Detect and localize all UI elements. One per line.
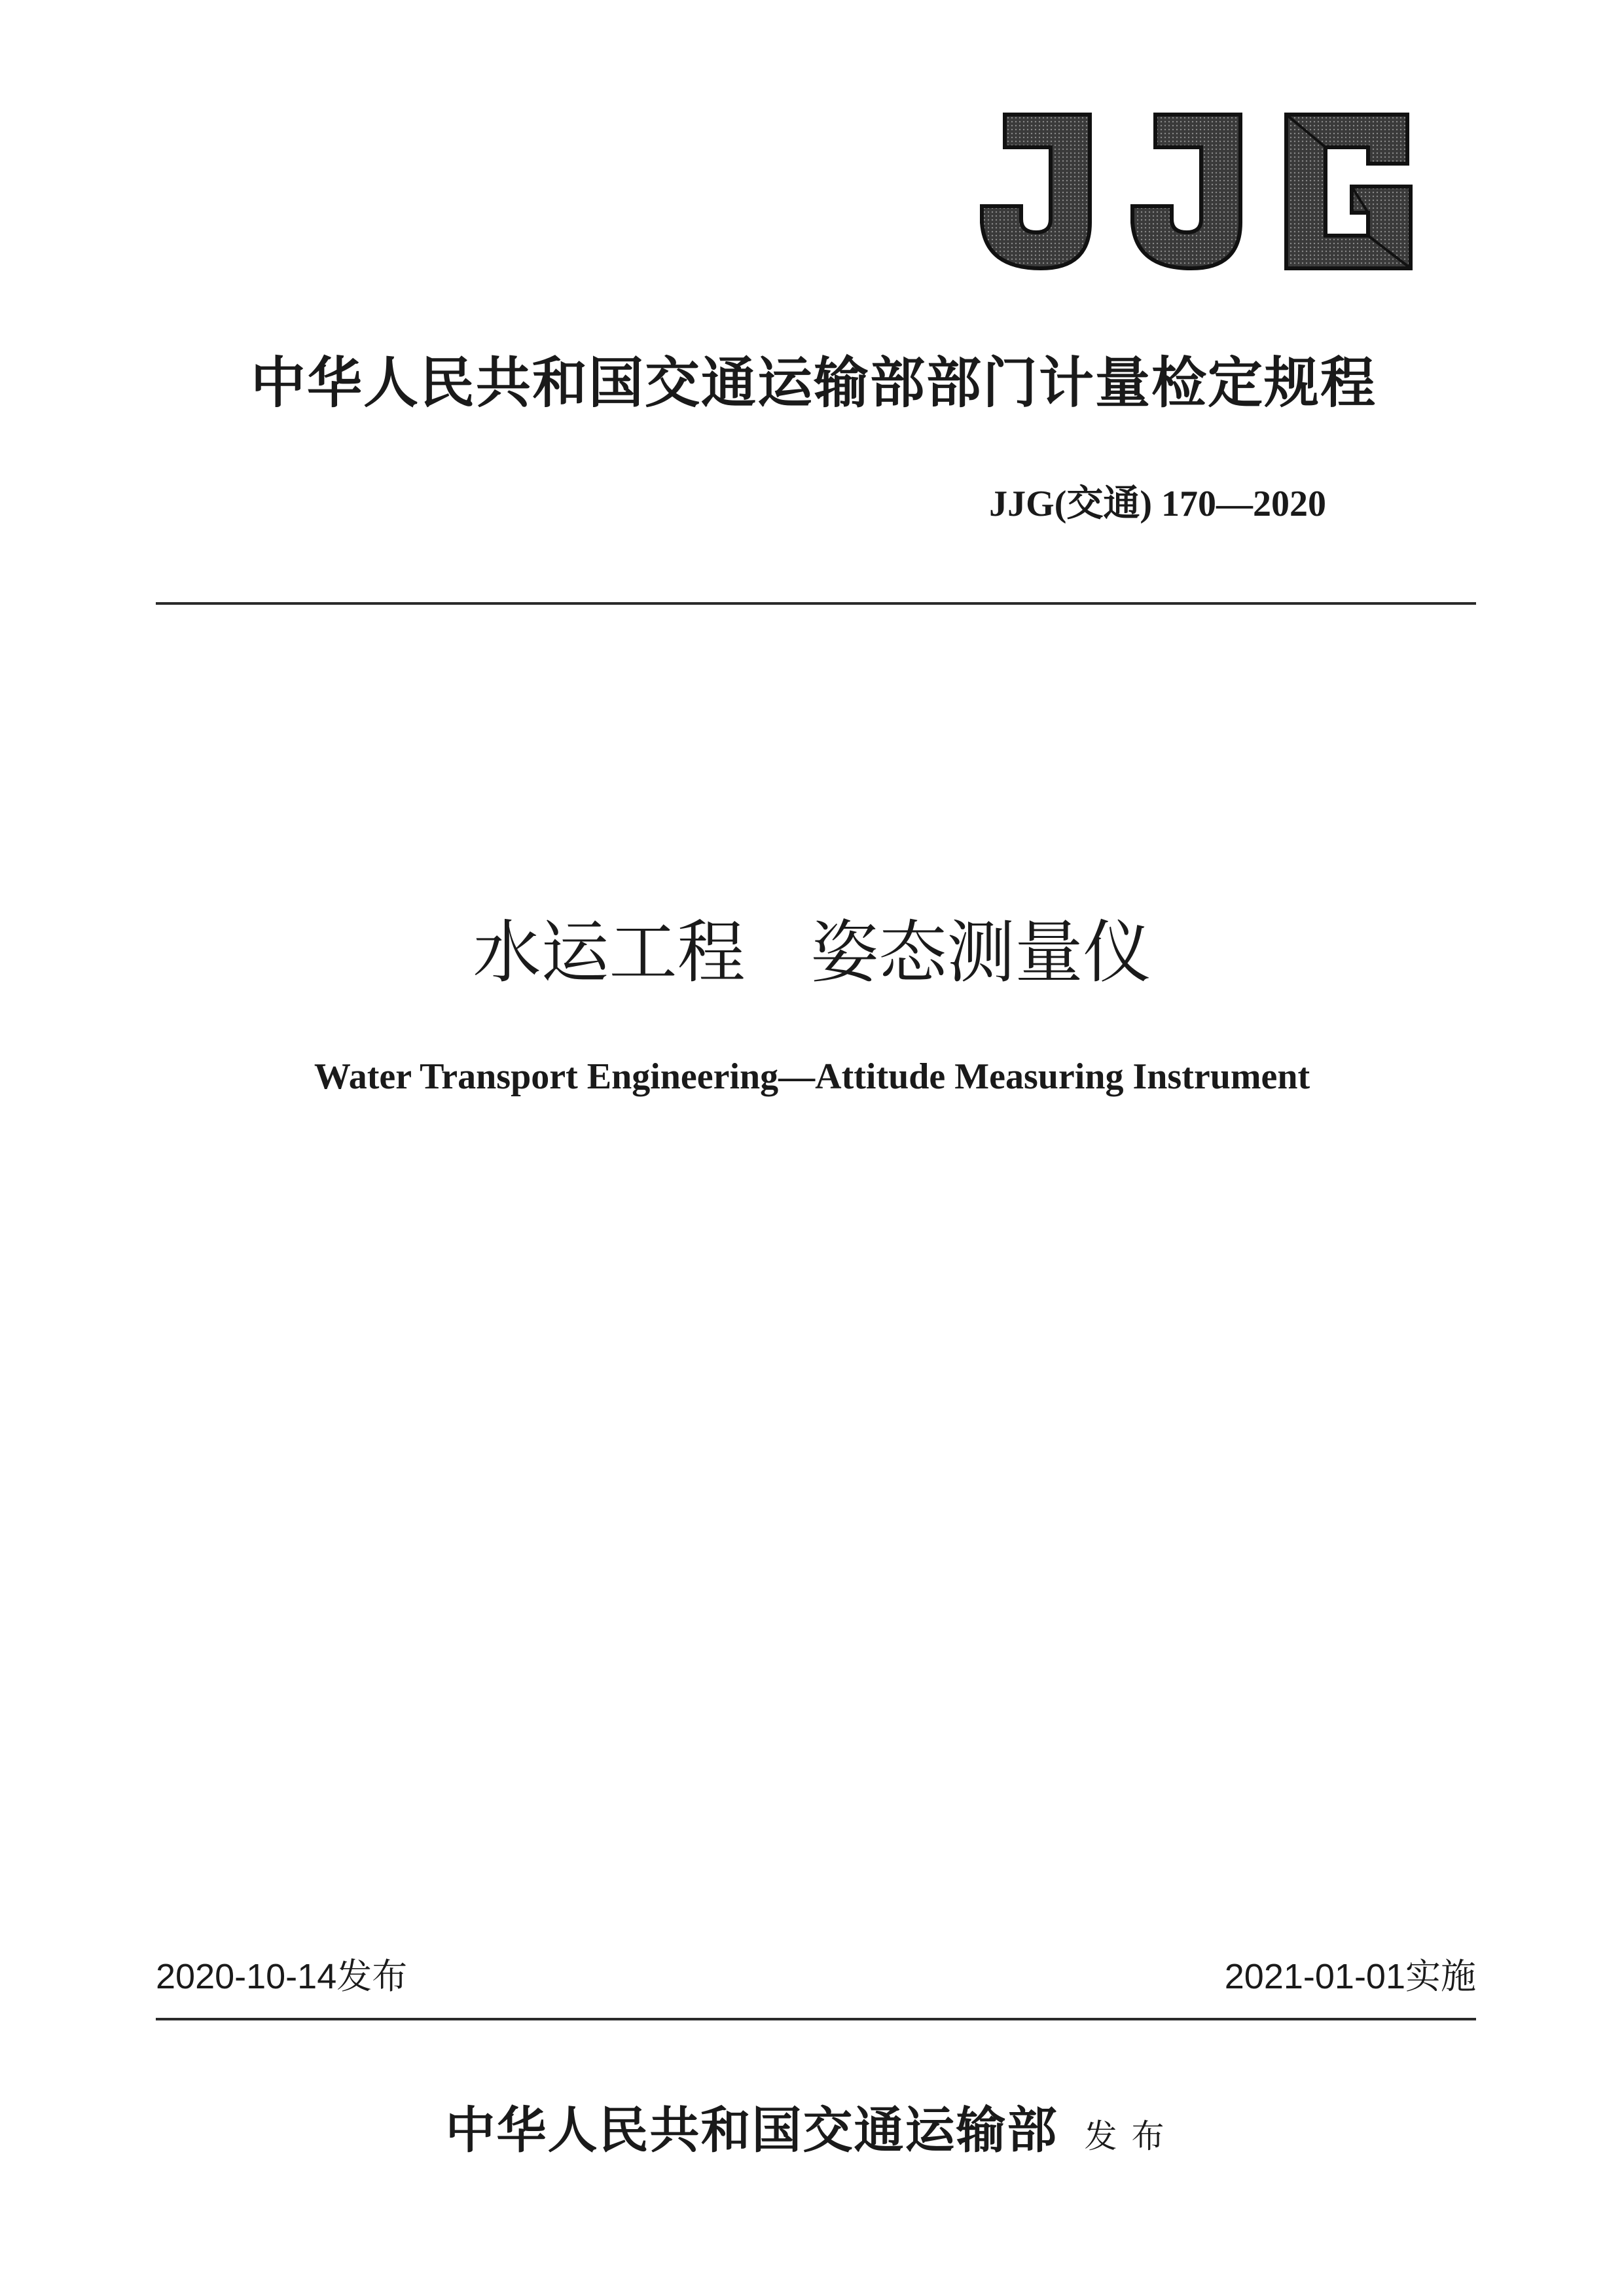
authority-title: 中华人民共和国交通运输部部门计量检定规程 [250, 350, 1377, 415]
chinese-title [0, 906, 1624, 998]
top-divider [156, 602, 1476, 605]
bottom-divider [156, 2018, 1476, 2020]
jjg-logo [959, 108, 1417, 278]
logo-letter-j1 [982, 115, 1090, 268]
english-title: Water Transport Engineering—Attitude Measuring Instrument [314, 1056, 1310, 1097]
logo-letter-g [1286, 115, 1411, 268]
publish-action: 发布 [1084, 2117, 1179, 2155]
chinese-title-part1: 水运工程 [473, 912, 746, 992]
chinese-title-part2: 姿态测量仪 [810, 912, 1151, 992]
logo-letter-j2 [1132, 115, 1240, 268]
effective-date: 2021-01-01实施 [1224, 1957, 1476, 1996]
standard-code: JJG(交通) 170—2020 [989, 484, 1326, 524]
issue-date: 2020-10-14发布 [156, 1957, 408, 1996]
publisher-name: 中华人民共和国交通运输部 [445, 2101, 1058, 2159]
publisher [0, 2094, 1624, 2180]
